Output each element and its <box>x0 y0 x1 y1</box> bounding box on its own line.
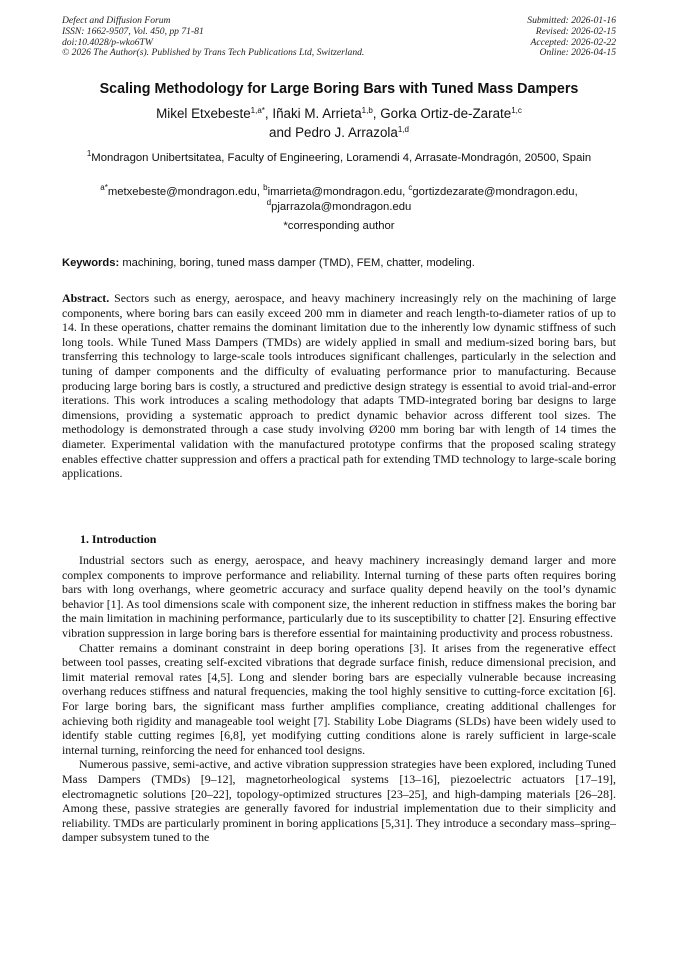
issn-line: ISSN: 1662-9507, Vol. 450, pp 71-81 <box>62 25 204 37</box>
author-affil-mark: 1,c <box>511 106 522 115</box>
author-affil-mark: 1,a* <box>250 106 265 115</box>
corresponding-author-note: *corresponding author <box>283 220 395 232</box>
introduction-body <box>62 553 616 845</box>
doi-line: doi:10.4028/p-wko6TW <box>62 36 153 48</box>
email-mark: c <box>408 183 413 192</box>
keywords <box>62 257 616 269</box>
affiliation-text: Mondragon Unibertsitatea, Faculty of Engineering, Loramendi 4, Arrasate-Mondragón, 20500, Spain <box>91 152 592 164</box>
online-date: Online: 2026-04-15 <box>539 47 616 59</box>
abstract <box>62 291 616 481</box>
author-emails <box>62 185 616 215</box>
author-name: Mikel Etxebeste <box>156 106 251 121</box>
keywords-text: machining, boring, tuned mass damper (TMD), FEM, chatter, modeling. <box>122 257 475 269</box>
accepted-date: Accepted: 2026-02-22 <box>530 36 616 48</box>
author-affil-mark: 1,d <box>397 125 409 134</box>
header-left <box>62 16 364 59</box>
email-link: gortizdezarate@mondragon.edu, <box>412 186 578 198</box>
affiliation-mark: 1 <box>86 149 92 158</box>
paragraph: Numerous passive, semi-active, and active vibration suppression strategies have been explored, including Tuned Mass Dampers (TMDs) [9–12], magnetorheological systems [13–16], piezoelectric actuators [17–19], electromagnetic solutions [20–22], topology-optimized structures [23–25], and high-damping materials [26–28]. Among these, passive strategies are generally favored for industrial implementation due to their simplicity and reliability. TMDs are particularly prominent in boring applications [5,31]. They introduce a secondary mass–spring–damper subsystem tuned to the <box>62 757 616 845</box>
author-name: Pedro J. Arrazola <box>295 125 398 140</box>
keywords-label: Keywords: <box>62 257 120 269</box>
affiliation <box>62 151 616 166</box>
section-heading: 1. Introduction <box>80 532 157 546</box>
email-mark: b <box>263 183 268 192</box>
submitted-date: Submitted: 2026-01-16 <box>527 15 616 26</box>
abstract-label: Abstract. <box>62 291 110 305</box>
journal-name: Defect and Diffusion Forum <box>62 15 171 26</box>
author-name: Gorka Ortiz-de-Zarate <box>380 106 512 121</box>
email-link: pjarrazola@mondragon.edu <box>271 201 412 213</box>
author-name: Iñaki M. Arrieta <box>272 106 362 121</box>
revised-date: Revised: 2026-02-15 <box>535 25 616 37</box>
email-mark: a* <box>100 183 108 192</box>
paragraph: Industrial sectors such as energy, aerospace, and heavy machinery increasingly demand larger and more complex components to improve performance and reliability. Internal turning of these parts often requires boring bars with long overhangs, where geometric accuracy and surface quality depend heavily on the tool’s dynamic behavior [1]. As tool dimensions scale with component size, the inherent reduction in stiffness makes the boring bar the main limitation in machining performance, particularly due to its susceptibility to chatter [2]. Ensuring effective vibration suppression in large boring bars is therefore essential for maintaining productivity and process robustness. <box>62 553 616 640</box>
header-right <box>527 16 616 59</box>
email-link: imarrieta@mondragon.edu, <box>267 186 406 198</box>
copyright-line: © 2026 The Author(s). Published by Trans Tech Publications Ltd, Switzerland. <box>62 47 365 59</box>
author-conjunction: and <box>269 125 292 140</box>
email-mark: d <box>266 198 272 207</box>
author-list: Mikel Etxebeste$^{1,a*}$, Iñaki M. Arrieta$^{1,b}$, Gorka Ortiz-de-Zarate$^{1,c}$ and Pedro J. Arrazola$^{1,d}$ <box>156 106 522 140</box>
abstract-text: Sectors such as energy, aerospace, and heavy machinery increasingly rely on the machining of large components, where boring bars can easily exceed 200 mm in diameter and reach length-to-diameter ratios of up to 14. In these operations, chatter remains the dominant limitation due to the inherently low dynamic stiffness of such long tools. While Tuned Mass Dampers (TMDs) are widely applied in small and medium-sized boring bars, but transferring this technology to large-scale tools introduces significant challenges, particularly in the selection and tuning of damper components and the difficulty of evaluating performance prior to manufacturing. Because producing large boring bars is costly, a structured and predictive design strategy is essential to avoid trial-and-error iterations. This work introduces a scaling methodology that adapts TMD-integrated boring bar designs to large dimensions, providing a systematic approach to predict dynamic behavior across different tool sizes. The methodology is demonstrated through a case study involving Ø200 mm boring bar with length of 14 times the diameter. Experimental validation with the manufactured prototype confirms that the proposed scaling strategy enables effective chatter suppression and offers a practical path for extending TMD technology to large-scale boring applications. <box>62 291 616 481</box>
paragraph: Chatter remains a dominant constraint in deep boring operations [3]. It arises from the regenerative effect between tool passes, creating self-excited vibrations that degrade surface finish, reduce dimensional precision, and limit material removal rates [4,5]. Long and slender boring bars are especially vulnerable because increasing overhang reduces stiffness and natural frequencies, making the tool highly sensitive to cutting-force excitation [6]. For large boring bars, the significant mass further amplifies compliance, creating additional challenges for achieving both rigidity and manageable tool weight [7]. Stability Lobe Diagrams (SLDs) have been widely used to identify stable cutting regimes [6,8], yet modifying cutting conditions alone is rarely sufficient in large-scale internal turning, reinforcing the need for enhanced tool designs. <box>62 640 616 757</box>
paper-title: Scaling Methodology for Large Boring Bars with Tuned Mass Dampers <box>99 81 579 97</box>
email-link: metxebeste@mondragon.edu, <box>107 186 260 198</box>
author-affil-mark: 1,b <box>361 106 373 115</box>
